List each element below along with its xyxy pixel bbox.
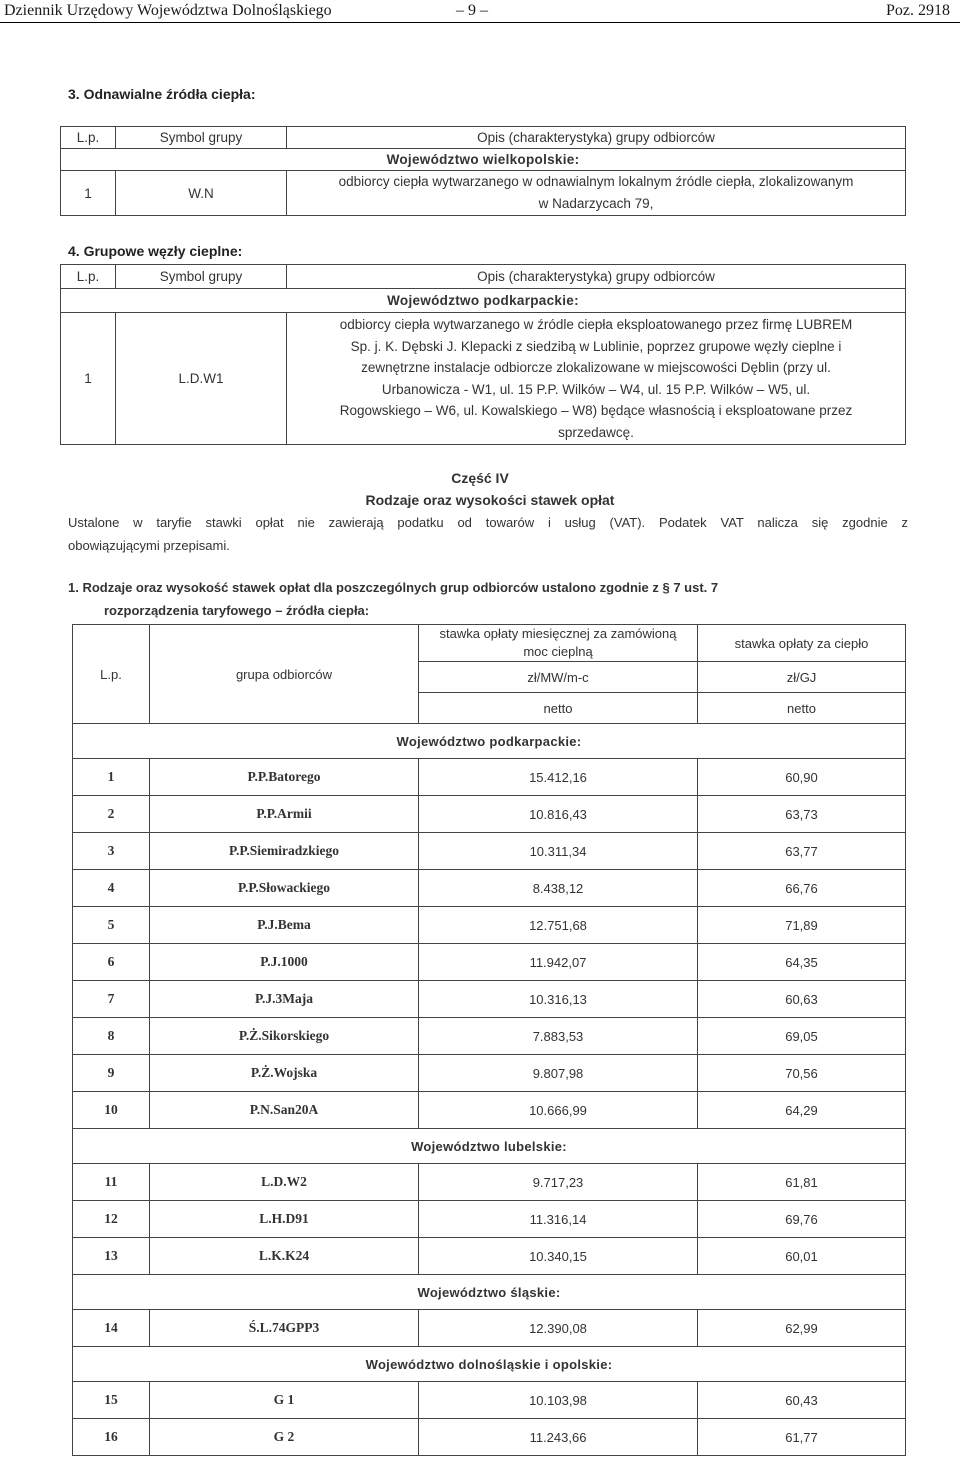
renewable-sources-table <box>60 126 906 216</box>
position-number: Poz. 2918 <box>886 2 950 19</box>
col-monthly-rate <box>419 625 698 662</box>
table-row <box>73 981 906 1018</box>
table-row <box>73 759 906 796</box>
row-group: P.J.1000 <box>150 944 419 981</box>
col-monthly-rate-line: stawka opłaty miesięcznej za zamówioną <box>439 626 677 641</box>
row-lp: 8 <box>73 1018 150 1055</box>
table-row <box>73 1238 906 1275</box>
row-heat-rate: 71,89 <box>698 907 906 944</box>
row-group: L.K.K24 <box>150 1238 419 1275</box>
row-heat-rate: 64,29 <box>698 1092 906 1129</box>
col-description: Opis (charakterystyka) grupy odbiorców <box>287 265 906 289</box>
col-lp: L.p. <box>61 127 116 149</box>
row-description-line: zewnętrzne instalacje odbiorcze zlokalizowane w miejscowości Dęblin (przy ul. <box>361 360 831 375</box>
row-monthly-rate: 7.883,53 <box>419 1018 698 1055</box>
row-heat-rate: 69,05 <box>698 1018 906 1055</box>
row-description <box>287 313 906 445</box>
table-row <box>73 907 906 944</box>
row-description <box>287 171 906 216</box>
region-label: Województwo lubelskie: <box>73 1129 906 1164</box>
row-group: P.Ż.Wojska <box>150 1055 419 1092</box>
row-lp: 1 <box>73 759 150 796</box>
row-group: P.P.Batorego <box>150 759 419 796</box>
row-heat-rate: 63,73 <box>698 796 906 833</box>
row-description-line: w Nadarzycach 79, <box>538 196 654 211</box>
region-label: Województwo podkarpackie: <box>61 289 906 313</box>
section3-title: 3. Odnawialne źródła ciepła: <box>68 86 256 102</box>
row-group: P.N.San20A <box>150 1092 419 1129</box>
row-group: P.P.Siemiradzkiego <box>150 833 419 870</box>
row-group: P.J.Bema <box>150 907 419 944</box>
row-lp: 13 <box>73 1238 150 1275</box>
row-description-line: Rogowskiego – W6, ul. Kowalskiego – W8) będące własnością i eksploatowane przez <box>339 403 853 418</box>
row-heat-rate: 61,77 <box>698 1419 906 1456</box>
row-description-line: Urbanowicza - W1, ul. 15 P.P. Wilków – W4, ul. 15 P.P. Wilków – W5, ul. <box>381 381 811 397</box>
row-group: G 2 <box>150 1419 419 1456</box>
col-symbol: Symbol grupy <box>116 265 287 289</box>
row-heat-rate: 70,56 <box>698 1055 906 1092</box>
col-group: grupa odbiorców <box>150 625 419 724</box>
row-heat-rate: 69,76 <box>698 1201 906 1238</box>
row-group: P.J.3Maja <box>150 981 419 1018</box>
row-heat-rate: 60,43 <box>698 1382 906 1419</box>
row-lp: 12 <box>73 1201 150 1238</box>
journal-title: Dziennik Urzędowy Województwa Dolnośląskiego <box>4 2 332 19</box>
row-lp: 3 <box>73 833 150 870</box>
row-heat-rate: 64,35 <box>698 944 906 981</box>
region-label: Województwo dolnośląskie i opolskie: <box>73 1347 906 1382</box>
row-lp: 9 <box>73 1055 150 1092</box>
row-heat-rate: 66,76 <box>698 870 906 907</box>
row-lp: 5 <box>73 907 150 944</box>
vat-paragraph-line: obowiązującymi przepisami. <box>68 538 230 553</box>
region-label: Województwo śląskie: <box>73 1275 906 1310</box>
col-lp: L.p. <box>73 625 150 724</box>
row-monthly-rate: 9.717,23 <box>419 1164 698 1201</box>
table-row <box>73 1055 906 1092</box>
row-lp: 2 <box>73 796 150 833</box>
row-lp: 14 <box>73 1310 150 1347</box>
col-description: Opis (charakterystyka) grupy odbiorców <box>287 127 906 149</box>
group-nodes-table <box>60 264 906 445</box>
row-heat-rate: 60,01 <box>698 1238 906 1275</box>
row-heat-rate: 60,63 <box>698 981 906 1018</box>
table-row <box>73 1419 906 1456</box>
part-subtitle: Rodzaje oraz wysokości stawek opłat <box>365 492 615 508</box>
table-row <box>73 1201 906 1238</box>
row-monthly-rate: 12.751,68 <box>419 907 698 944</box>
rates-table <box>72 624 906 1456</box>
row-monthly-rate: 9.807,98 <box>419 1055 698 1092</box>
row-symbol: L.D.W1 <box>116 313 287 445</box>
vat-paragraph-line: Ustalone w taryfie stawki opłat nie zawierają podatku od towarów i usług (VAT). Podatek VAT nalicza się zgodnie z <box>68 515 908 530</box>
row-group: G 1 <box>150 1382 419 1419</box>
col-symbol: Symbol grupy <box>116 127 287 149</box>
row-group: Ś.L.74GPP3 <box>150 1310 419 1347</box>
row-monthly-rate: 10.666,99 <box>419 1092 698 1129</box>
row-lp: 10 <box>73 1092 150 1129</box>
row-lp: 16 <box>73 1419 150 1456</box>
table-row <box>73 1018 906 1055</box>
row-description-line: odbiorcy ciepła wytwarzanego w źródle ciepła eksploatowanego przez firmę LUBREM <box>339 317 853 332</box>
row-monthly-rate: 11.243,66 <box>419 1419 698 1456</box>
section4-title: 4. Grupowe węzły cieplne: <box>68 243 243 259</box>
row-monthly-rate: 10.316,13 <box>419 981 698 1018</box>
row-monthly-rate: 10.103,98 <box>419 1382 698 1419</box>
row-heat-rate: 61,81 <box>698 1164 906 1201</box>
row-heat-rate: 63,77 <box>698 833 906 870</box>
row-group: P.P.Słowackiego <box>150 870 419 907</box>
col-lp: L.p. <box>61 265 116 289</box>
row-description-line: odbiorcy ciepła wytwarzanego w odnawialnym lokalnym źródle ciepła, zlokalizowanym <box>338 174 854 189</box>
table-row <box>73 833 906 870</box>
row-group: L.D.W2 <box>150 1164 419 1201</box>
row-group: P.Ż.Sikorskiego <box>150 1018 419 1055</box>
row-lp: 15 <box>73 1382 150 1419</box>
row-lp: 7 <box>73 981 150 1018</box>
row-monthly-rate: 12.390,08 <box>419 1310 698 1347</box>
row-lp: 11 <box>73 1164 150 1201</box>
row-monthly-rate: 10.340,15 <box>419 1238 698 1275</box>
row-description-line: sprzedawcę. <box>558 424 634 440</box>
table-row <box>73 944 906 981</box>
table-row <box>73 1310 906 1347</box>
row-group: P.P.Armii <box>150 796 419 833</box>
table-row <box>73 796 906 833</box>
table-row <box>73 1382 906 1419</box>
row-monthly-rate: 8.438,12 <box>419 870 698 907</box>
net-heat: netto <box>698 693 906 724</box>
unit-heat: zł/GJ <box>698 662 906 693</box>
col-heat-rate: stawka opłaty za ciepło <box>698 625 906 662</box>
row-monthly-rate: 11.316,14 <box>419 1201 698 1238</box>
page-header <box>0 0 960 23</box>
region-label: Województwo podkarpackie: <box>73 724 906 759</box>
row-lp: 1 <box>61 171 116 216</box>
net-monthly: netto <box>419 693 698 724</box>
unit-monthly: zł/MW/m-c <box>419 662 698 693</box>
row-heat-rate: 60,90 <box>698 759 906 796</box>
row-lp: 6 <box>73 944 150 981</box>
row-symbol: W.N <box>116 171 287 216</box>
row-description-line: Sp. j. K. Dębski J. Klepacki z siedzibą w Lublinie, poprzez grupowe węzły cieplne i <box>350 338 842 354</box>
page-number: – 9 – <box>456 2 488 19</box>
rates-body <box>73 724 906 1456</box>
row-monthly-rate: 15.412,16 <box>419 759 698 796</box>
table-row <box>73 870 906 907</box>
row-group: L.H.D91 <box>150 1201 419 1238</box>
row-lp: 1 <box>61 313 116 445</box>
row-monthly-rate: 11.942,07 <box>419 944 698 981</box>
table-row <box>73 1092 906 1129</box>
region-label: Województwo wielkopolskie: <box>61 149 906 171</box>
table-row <box>73 1164 906 1201</box>
row-monthly-rate: 10.311,34 <box>419 833 698 870</box>
row-monthly-rate: 10.816,43 <box>419 796 698 833</box>
row-heat-rate: 62,99 <box>698 1310 906 1347</box>
point1-line: 1. Rodzaje oraz wysokość stawek opłat dla poszczególnych grup odbiorców ustalono zgodnie z § 7 ust. 7 <box>68 580 719 595</box>
point1-line: rozporządzenia taryfowego – źródła ciepła: <box>104 603 370 618</box>
part-title: Część IV <box>451 470 509 486</box>
row-lp: 4 <box>73 870 150 907</box>
col-monthly-rate-line: moc cieplną <box>523 644 593 659</box>
